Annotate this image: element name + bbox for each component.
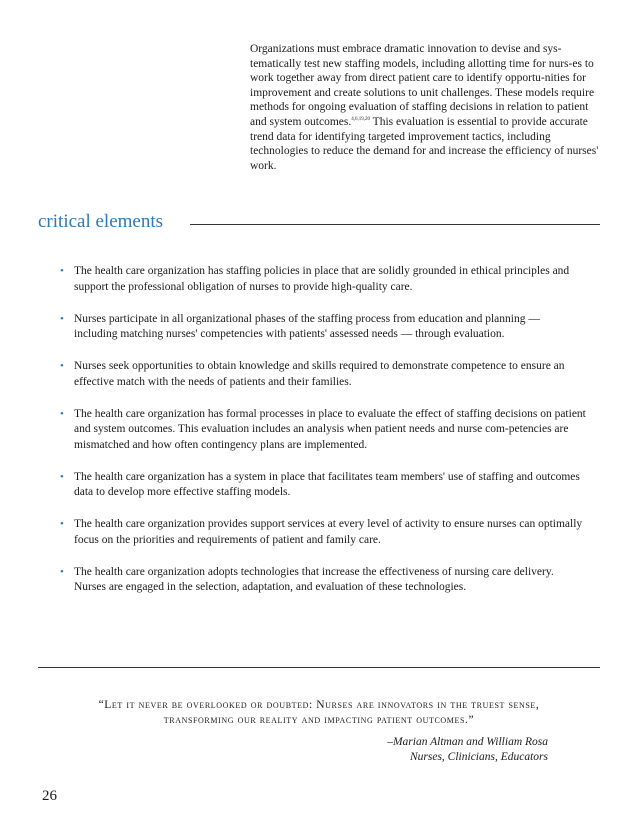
list-item-text: Nurses seek opportunities to obtain knowledge and skills required to demonstrate competence to ensure an effective match with the needs of patients and their families. xyxy=(74,360,565,388)
critical-elements-list xyxy=(56,264,586,612)
quote-attribution xyxy=(387,735,548,764)
list-item xyxy=(56,359,586,390)
intro-paragraph xyxy=(250,42,600,173)
list-item xyxy=(56,517,586,548)
list-item-text: Nurses participate in all organizational phases of the staffing process from education and planning — including matching nurses' competencies with patients' assessed needs — through evaluation. xyxy=(74,312,540,340)
list-item-text: The health care organization provides support services at every level of activity to ensure nurses can optimally focus on the priorities and requirements of patient and family care. xyxy=(74,518,583,546)
list-item xyxy=(56,565,586,596)
bullet-icon: • xyxy=(60,360,64,372)
bullet-icon: • xyxy=(60,470,64,483)
quote-author-role: Nurses, Clinicians, Educators xyxy=(409,750,548,763)
list-item-text: The health care organization has formal processes in place to evaluate the effect of staffing decisions on patient and system outcomes. This evaluation includes an analysis when patient needs and nurse com-petencies are mismatched and how often contingency plans are implemented. xyxy=(74,407,586,451)
citation-superscript: 4,6,19,20 xyxy=(351,116,370,122)
section-title: critical elements xyxy=(38,211,164,232)
bullet-icon: • xyxy=(60,565,64,578)
list-item xyxy=(56,407,586,454)
bullet-icon: • xyxy=(60,518,64,530)
list-item-text: The health care organization has a system in place that facilitates team members' use of staffing and outcomes data to develop more effective staffing models. xyxy=(74,470,580,498)
bullet-icon: • xyxy=(60,265,64,277)
list-item-text: The health care organization adopts technologies that increase the effectiveness of nursing care delivery. Nurses are engaged in the selection, adaptation, and evaluation of these technologies. xyxy=(74,565,554,593)
list-item xyxy=(56,470,586,501)
intro-text-continued: This evaluation is essential to provide accurate trend data for identifying targeted improvement tactics, including technologies to reduce the demand for and increase the efficiency of nurses' work. xyxy=(250,115,599,172)
bullet-icon: • xyxy=(60,312,64,325)
bullet-icon: • xyxy=(60,407,64,420)
list-item xyxy=(56,264,586,295)
quote-author: –Marian Altman and William Rosa xyxy=(387,736,548,748)
intro-text: Organizations must embrace dramatic innovation to devise and sys-tematically test new staffing models, including allotting time for nurs-es to work together away from direct patient care to identify opportu-nities for improvement and create solutions to unit challenges. These models require methods for ongoing evaluation of staffing decisions in relation to patient and system outcomes. xyxy=(250,43,595,128)
quote-divider xyxy=(38,667,600,668)
pull-quote: “Let it never be overlooked or doubted: Nurses are innovators in the truest sense, transforming our reality and impacting patient outcomes.” xyxy=(98,699,540,726)
list-item-text: The health care organization has staffing policies in place that are solidly grounded in ethical principles and support the professional obligation of nurses to provide high-quality care. xyxy=(74,265,570,293)
page-number: 26 xyxy=(42,788,57,804)
section-divider xyxy=(190,224,600,225)
list-item xyxy=(56,312,586,343)
